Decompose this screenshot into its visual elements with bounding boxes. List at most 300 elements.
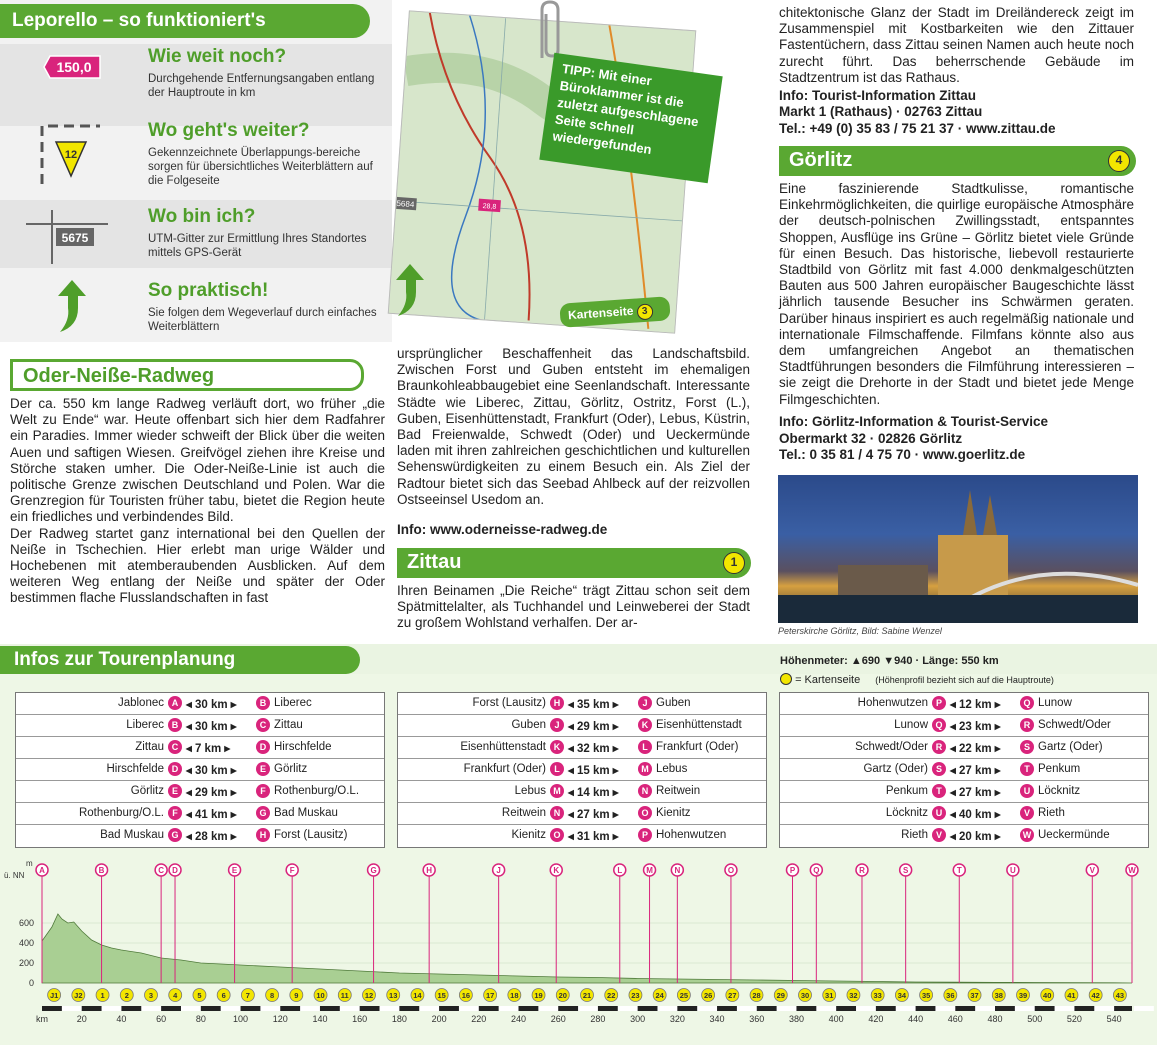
page-marker-label: 31: [825, 991, 834, 1000]
to-city: Hohenwutzen: [656, 829, 727, 841]
page-marker-label: 6: [221, 991, 226, 1000]
page-marker-label: 33: [873, 991, 882, 1000]
to-marker: J: [638, 696, 652, 710]
to-marker: P: [638, 828, 652, 842]
page-marker-label: 34: [897, 991, 907, 1000]
to-city: Frankfurt (Oder): [656, 741, 739, 753]
oder-text-col2: ursprünglicher Beschaffenheit das Landschaftsbild. Zwischen Forst und Guben entsteht im ehemaligen Braunkohleabbaugebiet eine Seenlandschaft. Interessante Städte wie Liberec, Zittau, Görlitz, Ostritz, Forst (L.), Guben, Eisenhüttenstadt, Frankfurt (Oder), Lebus, Küstrin, Bad Freienwalde, Schwedt (Oder) und Ueckermünde laden mit ihren zahlreichen geschichtlichen und kulturellen Sehenswürdigkeiten zu einem Besuch ein. Als Ziel der Radtour bietet sich das Seebad Ahlbeck auf der reizvollen Ostseeinsel Usedom an.: [397, 346, 750, 507]
waypoint-label: K: [553, 866, 560, 875]
from-city: Reitwein: [501, 807, 546, 819]
distance: ◂ 29 km ▸: [186, 787, 237, 799]
to-marker: H: [256, 828, 270, 842]
km-scale-segment: [1015, 1006, 1035, 1011]
from-marker: C: [168, 740, 182, 754]
table-row: [16, 737, 384, 759]
from-marker: H: [550, 696, 564, 710]
from-city: Rothenburg/O.L.: [78, 807, 164, 819]
waypoint-label: R: [859, 866, 865, 875]
map-km-badge: 28,8: [482, 202, 497, 211]
page-marker-label: 37: [970, 991, 979, 1000]
page-marker-label: 17: [485, 991, 495, 1000]
to-marker: B: [256, 696, 270, 710]
x-tick-label: 340: [709, 1014, 725, 1024]
goerlitz-title: Görlitz: [779, 146, 1136, 176]
x-tick-label: 520: [1066, 1014, 1082, 1024]
to-city: Löcknitz: [1038, 785, 1081, 797]
from-city: Forst (Lausitz): [472, 697, 546, 709]
km-scale-segment: [102, 1006, 122, 1011]
elevation-profile: [0, 860, 1157, 1040]
to-city: Bad Muskau: [274, 807, 338, 819]
km-scale-segment: [141, 1006, 161, 1011]
to-marker: L: [638, 740, 652, 754]
to-marker: T: [1020, 762, 1034, 776]
waypoint-label: N: [674, 866, 681, 875]
km-scale-segment: [260, 1006, 280, 1011]
zittau-text-cont: chitektonische Glanz der Stadt im Dreiländereck zeigt im Zusammenspiel mit Kostbarkeiten wie den Zittauer Fastentüchern, dass Zittau seinen Namen auch heute noch zurecht führt. Das beherrschende Gebäude im Stadtzentrum ist das Rathaus.: [779, 5, 1134, 85]
page-marker-label: 1: [100, 991, 105, 1000]
paperclip-icon: [528, 0, 568, 60]
km-scale-segment: [856, 1006, 876, 1011]
page-marker-label: 20: [558, 991, 567, 1000]
y-tick-label: 600: [18, 918, 34, 928]
photo-caption: Peterskirche Görlitz, Bild: Sabine Wenzel: [778, 626, 942, 636]
waypoint-label: O: [727, 866, 735, 875]
distance: ◂ 30 km ▸: [186, 699, 237, 711]
km-scale-segment: [221, 1006, 241, 1011]
distance: ◂ 15 km ▸: [568, 765, 619, 777]
to-marker: W: [1020, 828, 1034, 842]
distance: ◂ 35 km ▸: [568, 699, 619, 711]
x-tick-label: 360: [749, 1014, 765, 1024]
distance: ◂ 22 km ▸: [950, 743, 1001, 755]
to-marker: O: [638, 806, 652, 820]
distance: ◂ 27 km ▸: [950, 765, 1001, 777]
from-city: Hohenwutzen: [857, 697, 928, 709]
lep-heading: So praktisch!: [148, 280, 269, 301]
page-marker-label: 19: [534, 991, 543, 1000]
from-city: Zittau: [135, 741, 164, 753]
x-tick-label: 400: [828, 1014, 844, 1024]
lep-text: Durchgehende Entfernungsangaben entlang der Hauptroute in km: [148, 73, 375, 99]
to-city: Schwedt/Oder: [1038, 719, 1111, 731]
from-marker: L: [550, 762, 564, 776]
table-row: [398, 693, 766, 715]
to-city: Eisenhüttenstadt: [656, 719, 742, 731]
peterskirche-photo: [778, 475, 1138, 623]
lep-heading: Wo geht's weiter?: [148, 120, 310, 141]
table-row: [780, 781, 1148, 803]
page-marker-label: 25: [679, 991, 689, 1000]
km-scale-segment: [380, 1006, 400, 1011]
from-city: Rieth: [901, 829, 928, 841]
distance: ◂ 30 km ▸: [186, 721, 237, 733]
to-marker: D: [256, 740, 270, 754]
page-marker-label: 12: [364, 991, 374, 1000]
waypoint-label: B: [98, 866, 105, 875]
from-marker: R: [932, 740, 946, 754]
from-city: Schwedt/Oder: [855, 741, 928, 753]
tour-title: Infos zur Tourenplanung: [0, 646, 360, 674]
from-city: Penkum: [885, 785, 928, 797]
page-marker-label: 2: [124, 991, 129, 1000]
to-city: Guben: [656, 697, 691, 709]
x-tick-label: 300: [630, 1014, 646, 1024]
table-row: [16, 759, 384, 781]
waypoint-label: E: [231, 866, 238, 875]
kartenseite-num: 3: [636, 303, 653, 320]
from-marker: S: [932, 762, 946, 776]
page-marker-label: 42: [1091, 991, 1100, 1000]
utm-grid-icon: [22, 206, 112, 266]
goerlitz-info-1: Info: Görlitz-Information & Tourist-Service: [779, 414, 1049, 429]
lep-item-next: [0, 120, 392, 202]
to-marker: R: [1020, 718, 1034, 732]
x-tick-label: 540: [1106, 1014, 1122, 1024]
elevation-area: [42, 914, 1132, 983]
x-tick-label: 260: [550, 1014, 566, 1024]
from-marker: J: [550, 718, 564, 732]
page-marker-label: 24: [655, 991, 664, 1000]
distance-table-1: [15, 692, 385, 848]
table-row: [780, 737, 1148, 759]
page-marker-label: 27: [728, 991, 737, 1000]
x-tick-label: 460: [947, 1014, 963, 1024]
from-marker: U: [932, 806, 946, 820]
page-marker-label: 7: [245, 991, 250, 1000]
to-city: Zittau: [274, 719, 303, 731]
waypoint-label: W: [1128, 866, 1136, 875]
leporello-title: Leporello – so funktioniert's: [0, 4, 370, 38]
from-city: Liberec: [126, 719, 164, 731]
page-marker-label: 14: [413, 991, 422, 1000]
km-scale-segment: [1055, 1006, 1075, 1011]
to-marker: F: [256, 784, 270, 798]
from-marker: K: [550, 740, 564, 754]
x-tick-label: 480: [987, 1014, 1003, 1024]
legend-note: (Höhenprofil bezieht sich auf die Hauptroute): [875, 675, 1054, 685]
from-marker: F: [168, 806, 182, 820]
table-row: [16, 693, 384, 715]
waypoint-label: C: [158, 866, 165, 875]
y-unit-label: ü. NN: [4, 871, 25, 880]
distance: ◂ 28 km ▸: [186, 831, 237, 843]
zittau-info-1: Info: Tourist-Information Zittau: [779, 88, 976, 103]
km-scale-segment: [935, 1006, 955, 1011]
table-row: [780, 693, 1148, 715]
distance-table-3: [779, 692, 1149, 848]
to-city: Reitwein: [656, 785, 701, 797]
distance: ◂ 29 km ▸: [568, 721, 619, 733]
waypoint-label: G: [370, 866, 377, 875]
overlap-icon-num: 12: [64, 149, 78, 161]
page-marker-label: 8: [270, 991, 275, 1000]
from-marker: N: [550, 806, 564, 820]
x-tick-label: 440: [908, 1014, 924, 1024]
from-marker: V: [932, 828, 946, 842]
km-scale-segment: [1134, 1006, 1154, 1011]
hoehenmeter: Höhenmeter: ▲690 ▼940 · Länge: 550 km: [780, 655, 999, 667]
goerlitz-text: Eine faszinierende Stadtkulisse, romantische Einkehrmöglichkeiten, die quirlige europäische Atmosphäre der deutsch-polnischen Zwillingsstadt, entspanntes Shoppen, Ausflüge ins Grüne – Görlitz bietet viele Gründe für einen Besuch. Das historische, liebevoll restaurierte Stadtbild von Görlitz mit fast 4.000 denkmalgeschützten Bauten aus 500 Jahren europäischer Baugeschichte lässt jährlich tausende Besucher ins Schwärmen geraten. Darüber hinaus inspiriert es auch regelmäßig nationale und internationale Filmschaffende. Filmfans könnte also aus dem umfangreichen Angebot an thematischen Stadtführungen besonders die Filmführung interessieren – sie zeigt die Drehorte in der Stadt und bietet jede Menge Filmgeschichten.: [779, 181, 1134, 407]
from-city: Löcknitz: [885, 807, 928, 819]
km-scale-segment: [499, 1006, 519, 1011]
zittau-info-2: Markt 1 (Rathaus) · 02763 Zittau: [779, 104, 983, 119]
x-tick-label: 420: [868, 1014, 884, 1024]
km-scale-segment: [300, 1006, 320, 1011]
x-tick-label: 320: [669, 1014, 685, 1024]
distance: ◂ 23 km ▸: [950, 721, 1001, 733]
from-city: Gartz (Oder): [863, 763, 928, 775]
lep-item-distance: [0, 46, 392, 128]
km-scale-segment: [578, 1006, 598, 1011]
page-marker-label: 18: [510, 991, 519, 1000]
table-row: [16, 715, 384, 737]
x-tick-label: 180: [391, 1014, 407, 1024]
from-marker: E: [168, 784, 182, 798]
to-marker: U: [1020, 784, 1034, 798]
lep-text: Gekennzeichnete Überlappungs-bereiche sorgen für übersichtliches Weiterblättern auf die Folgeseite: [148, 147, 373, 187]
page-marker-label: 40: [1043, 991, 1052, 1000]
to-marker: N: [638, 784, 652, 798]
page-marker-label: J1: [49, 991, 59, 1000]
table-row: [398, 803, 766, 825]
to-marker: E: [256, 762, 270, 776]
km-scale-segment: [538, 1006, 558, 1011]
distance: ◂ 30 km ▸: [186, 765, 237, 777]
page-marker-label: J2: [74, 991, 83, 1000]
waypoint-label: J: [496, 866, 501, 875]
page-marker-label: 29: [776, 991, 785, 1000]
from-marker: O: [550, 828, 564, 842]
from-marker: Q: [932, 718, 946, 732]
legend: [780, 671, 1054, 686]
to-marker: K: [638, 718, 652, 732]
page-marker-label: 15: [437, 991, 446, 1000]
photo-graphic: [778, 475, 1138, 623]
page-marker-label: 43: [1115, 991, 1125, 1000]
from-marker: D: [168, 762, 182, 776]
waypoint-label: U: [1009, 866, 1016, 875]
goerlitz-info-3: Tel.: 0 35 81 / 4 75 70 · www.goerlitz.de: [779, 447, 1026, 462]
to-marker: S: [1020, 740, 1034, 754]
page-marker-label: 13: [389, 991, 398, 1000]
table-row: [16, 781, 384, 803]
waypoint-label: T: [956, 866, 962, 875]
to-city: Görlitz: [274, 763, 308, 775]
overlap-icon: [40, 124, 102, 186]
km-scale-segment: [737, 1006, 757, 1011]
from-city: Lebus: [514, 785, 546, 797]
km-scale-segment: [816, 1006, 836, 1011]
page-marker-label: 22: [607, 991, 616, 1000]
x-tick-label: 40: [116, 1014, 127, 1024]
to-marker: V: [1020, 806, 1034, 820]
to-marker: G: [256, 806, 270, 820]
goerlitz-info-2: Obermarkt 32 · 02826 Görlitz: [779, 431, 963, 446]
to-marker: M: [638, 762, 652, 776]
lep-text: Sie folgen dem Wegeverlauf durch einfaches Weiterblättern: [148, 307, 377, 333]
page-marker-label: 11: [340, 991, 349, 1000]
oder-info: Info: www.oderneisse-radweg.de: [397, 522, 608, 537]
waypoint-label: Q: [813, 866, 820, 875]
table-row: [16, 803, 384, 825]
x-tick-label: 20: [76, 1014, 87, 1024]
from-marker: T: [932, 784, 946, 798]
km-scale-segment: [459, 1006, 479, 1011]
km-scale-segment: [618, 1006, 638, 1011]
page-marker-label: 21: [582, 991, 592, 1000]
to-city: Penkum: [1038, 763, 1081, 775]
zittau-title: Zittau: [397, 548, 751, 578]
from-city: Jablonec: [117, 697, 164, 709]
table-row: [398, 715, 766, 737]
lep-text: UTM-Gitter zur Ermittlung Ihres Standortes mittels GPS-Gerät: [148, 233, 367, 259]
to-city: Forst (Lausitz): [274, 829, 348, 841]
page-marker-label: 35: [921, 991, 931, 1000]
distance: ◂ 32 km ▸: [568, 743, 619, 755]
y-tick-label: 400: [18, 938, 34, 948]
page-marker-label: 5: [197, 991, 202, 1000]
page-marker-label: 32: [849, 991, 858, 1000]
page-turn-arrow-icon: [52, 278, 92, 336]
distance: ◂ 41 km ▸: [186, 809, 237, 821]
page-marker-label: 39: [1018, 991, 1028, 1000]
x-tick-label: 100: [233, 1014, 249, 1024]
from-city: Bad Muskau: [100, 829, 164, 841]
from-city: Kienitz: [511, 829, 546, 841]
distance: ◂ 20 km ▸: [950, 831, 1001, 843]
y-tick-label: 0: [28, 978, 34, 988]
to-city: Hirschfelde: [274, 741, 332, 753]
waypoint-label: L: [617, 866, 623, 875]
page-marker-label: 41: [1067, 991, 1076, 1000]
to-marker: Q: [1020, 696, 1034, 710]
km-scale-segment: [697, 1006, 717, 1011]
page-marker-label: 4: [173, 991, 178, 1000]
page-marker-label: 9: [294, 991, 299, 1000]
zittau-info-3: Tel.: +49 (0) 35 83 / 75 21 37 · www.zittau.de: [779, 121, 1056, 136]
table-row: [780, 825, 1148, 847]
x-tick-label: 200: [431, 1014, 447, 1024]
from-city: Eisenhüttenstadt: [460, 741, 546, 753]
km-scale-segment: [777, 1006, 797, 1011]
from-city: Frankfurt (Oder): [463, 763, 546, 775]
utm-grid-label: 5675: [61, 231, 89, 245]
km-scale-segment: [896, 1006, 916, 1011]
distance: ◂ 31 km ▸: [568, 831, 619, 843]
zittau-page-num: 1: [723, 552, 745, 574]
legend-text: = Kartenseite: [795, 674, 861, 686]
waypoint-label: D: [172, 866, 178, 875]
to-city: Ueckermünde: [1038, 829, 1110, 841]
x-tick-label: 120: [272, 1014, 288, 1024]
y-tick-label: 200: [18, 958, 34, 968]
distance-badge: [38, 54, 104, 80]
x-tick-label: 60: [156, 1014, 167, 1024]
from-marker: A: [168, 696, 182, 710]
distance: ◂ 12 km ▸: [950, 699, 1001, 711]
from-city: Guben: [511, 719, 546, 731]
page-marker-label: 36: [946, 991, 955, 1000]
lep-heading: Wo bin ich?: [148, 206, 256, 227]
from-marker: B: [168, 718, 182, 732]
from-city: Hirschfelde: [106, 763, 164, 775]
to-city: Rieth: [1038, 807, 1065, 819]
zittau-text: Ihren Beinamen „Die Reiche“ trägt Zittau schon seit dem Spätmittelalter, als Tuchhandel und Leinweberei der Stadt zu großem Wohlstand verhalfen. Der ar-: [397, 583, 750, 631]
page-marker-label: 16: [461, 991, 471, 1000]
page-marker-label: 26: [703, 991, 713, 1000]
kartenseite-label: Kartenseite 3: [559, 296, 670, 328]
table-row: [780, 803, 1148, 825]
distance-badge-text: 150,0: [56, 59, 92, 75]
km-scale-segment: [657, 1006, 677, 1011]
x-tick-label: 80: [195, 1014, 206, 1024]
table-row: [16, 825, 384, 847]
distance: ◂ 27 km ▸: [568, 809, 619, 821]
table-row: [398, 737, 766, 759]
page-marker-label: 3: [148, 991, 154, 1000]
table-row: [780, 715, 1148, 737]
to-city: Lebus: [656, 763, 688, 775]
x-unit-label: km: [36, 1014, 48, 1024]
x-tick-label: 140: [312, 1014, 328, 1024]
page-marker-label: 38: [994, 991, 1003, 1000]
distance: ◂ 14 km ▸: [568, 787, 619, 799]
to-city: Lunow: [1038, 697, 1072, 709]
km-scale-segment: [181, 1006, 201, 1011]
distance-table-2: [397, 692, 767, 848]
km-scale-segment: [419, 1006, 439, 1011]
km-scale-segment: [1094, 1006, 1114, 1011]
to-city: Kienitz: [656, 807, 691, 819]
x-tick-label: 280: [590, 1014, 606, 1024]
from-city: Görlitz: [130, 785, 164, 797]
x-tick-label: 160: [352, 1014, 368, 1024]
from-city: Lunow: [894, 719, 928, 731]
legend-dot: [780, 673, 792, 685]
km-scale-segment: [975, 1006, 995, 1011]
table-row: [398, 759, 766, 781]
oder-title: Oder-Neiße-Radweg: [10, 359, 364, 391]
lep-item-practical: [0, 280, 392, 362]
distance: ◂ 40 km ▸: [950, 809, 1001, 821]
y-unit-label: m: [26, 860, 33, 868]
to-marker: C: [256, 718, 270, 732]
waypoint-label: F: [289, 866, 295, 875]
map-grid-label: 5684: [396, 198, 415, 210]
table-row: [780, 759, 1148, 781]
distance: ◂ 27 km ▸: [950, 787, 1001, 799]
to-city: Liberec: [274, 697, 312, 709]
waypoint-label: S: [902, 866, 909, 875]
to-city: Rothenburg/O.L.: [274, 785, 360, 797]
page-marker-label: 23: [631, 991, 640, 1000]
page-marker-label: 28: [752, 991, 761, 1000]
table-row: [398, 781, 766, 803]
x-tick-label: 500: [1027, 1014, 1043, 1024]
oder-text-col1: Der ca. 550 km lange Radweg verläuft dort, wo früher „die Welt zu Ende“ war. Heute offenbart sich hier dem Radfahrer ein Paradies. Immer wieder schweift der Blick über die weiten Auen und saftigen Wiesen. Greifvögel ziehen ihre Kreise und Störche staken umher. Die Oder-Neiße-Linie ist auch die politische Grenze zwischen Deutschland und Polen. War die Grenzregion für Touristen früher tabu, bietet die Region heute ein friedliches und verbindendes Bild. Der Radweg startet ganz international bei den Quellen der Neiße in Tschechien. Hier erlebt man urige Wälder und Hochebenen mit atemberaubenden Ausblicken. Auf dem weiteren Weg entlang der Neiße und später der Oder bestimmen flache Flusslandschaften in fast: [10, 396, 385, 606]
from-marker: P: [932, 696, 946, 710]
x-tick-label: 240: [510, 1014, 527, 1024]
goerlitz-page-num: 4: [1108, 150, 1130, 172]
km-scale-segment: [340, 1006, 360, 1011]
tip-box: TIPP: Mit einer Büroklammer ist die zuletzt aufgeschlagene Seite schnell wiedergefunden: [539, 53, 722, 184]
from-marker: M: [550, 784, 564, 798]
from-marker: G: [168, 828, 182, 842]
waypoint-label: V: [1089, 866, 1095, 875]
waypoint-label: A: [39, 866, 45, 875]
waypoint-label: P: [789, 866, 796, 875]
